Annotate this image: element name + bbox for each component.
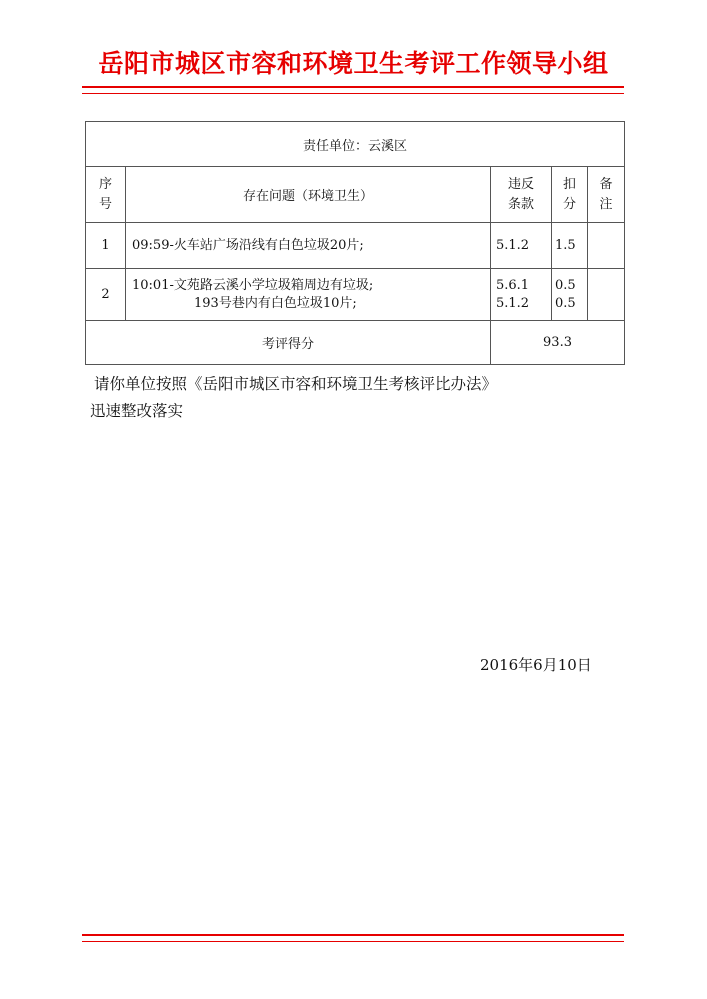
instruction-text: [90, 371, 498, 425]
inspection-table: [85, 121, 625, 365]
row-remark: [588, 269, 625, 321]
row-clause: 5.1.2: [491, 223, 552, 269]
table-row: [86, 269, 625, 321]
footer-rule-thin: [82, 941, 624, 942]
header-row: [86, 167, 625, 223]
header-deduction: 扣 分: [552, 167, 588, 223]
header-clause: 违反 条款: [491, 167, 552, 223]
row-seq: 2: [86, 269, 126, 321]
header-rule-thick: [82, 86, 624, 88]
row-remark: [588, 223, 625, 269]
row-issue: 10:01-文苑路云溪小学垃圾箱周边有垃圾; 193号巷内有白色垃圾10片;: [126, 269, 491, 321]
footer-rule-thick: [82, 934, 624, 936]
row-clause: 5.6.1 5.1.2: [491, 269, 552, 321]
header-rule-thin: [82, 93, 624, 94]
row-deduction: 1.5: [552, 223, 588, 269]
responsible-unit: 责任单位：云溪区: [86, 122, 625, 167]
table-row: [86, 223, 625, 269]
instruction-line-2: 迅速整改落实: [90, 402, 184, 420]
score-label: 考评得分: [86, 321, 491, 365]
row-deduction: 0.5 0.5: [552, 269, 588, 321]
row-seq: 1: [86, 223, 126, 269]
document-date: 2016年6月10日: [480, 656, 592, 674]
instruction-line-1: 请你单位按照《岳阳市城区市容和环境卫生考核评比办法》: [94, 375, 498, 393]
row-issue: 09:59-火车站广场沿线有白色垃圾20片;: [126, 223, 491, 269]
header-remark: 备 注: [588, 167, 625, 223]
header-issue: 存在问题（环境卫生）: [126, 167, 491, 223]
header-seq: 序 号: [86, 167, 126, 223]
score-value: 93.3: [491, 321, 625, 365]
document-header-title: 岳阳市城区市容和环境卫生考评工作领导小组: [98, 49, 609, 78]
score-row: [86, 321, 625, 365]
unit-row: [86, 122, 625, 167]
